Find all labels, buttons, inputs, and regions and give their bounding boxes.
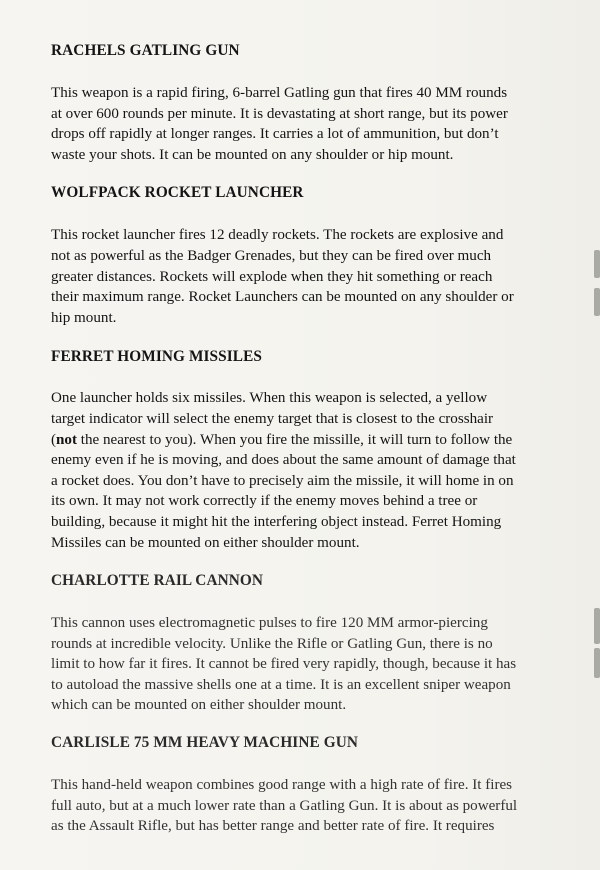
body-line: limit to how far it fires. It cannot be fired very rapidly, though, because it has (51, 656, 517, 673)
section-heading: WOLFPACK ROCKET LAUNCHER (51, 184, 304, 202)
section-heading: CARLISLE 75 MM HEAVY MACHINE GUN (51, 734, 359, 752)
section-body (51, 83, 576, 165)
body-line: as the Assault Rifle, but has better range and better rate of fire. It requires (51, 818, 495, 835)
body-line: This cannon uses electromagnetic pulses to fire 120 MM armor-piercing (51, 615, 488, 632)
section-heading: RACHELS GATLING GUN (51, 42, 240, 59)
body-line: full auto, but at a much lower rate than a Gatling Gun. It is about as powerful (51, 797, 518, 814)
body-line: their maximum range. Rocket Launchers can be mounted on any shoulder or (51, 289, 514, 306)
section-heading: FERRET HOMING MISSILES (51, 348, 263, 366)
body-line: greater distances. Rockets will explode when they hit something or reach (51, 268, 493, 285)
body-line: hip mount. (51, 309, 117, 326)
body-line: its own. It may not work correctly if the enemy moves behind a tree or (51, 493, 478, 510)
bleed-through-mark (594, 608, 600, 644)
body-line: building, because it might hit the interfering object instead. Ferret Homing (51, 513, 502, 530)
bleed-through-mark (594, 250, 600, 278)
body-line: rounds at incredible velocity. Unlike the Rifle or Gatling Gun, there is no (51, 635, 493, 652)
body-line: This hand-held weapon combines good range with a high rate of fire. It fires (51, 777, 513, 794)
section-heading: CHARLOTTE RAIL CANNON (51, 572, 264, 590)
body-line: target indicator will select the enemy target that is closest to the crosshair (51, 410, 494, 427)
bleed-through-mark (594, 648, 600, 678)
body-line: (not the nearest to you). When you fire the missille, it will turn to follow the (51, 431, 513, 448)
body-line: a rocket does. You don’t have to precisely aim the missile, it will home in on (51, 472, 514, 489)
body-line: drops off rapidly at longer ranges. It carries a lot of ammunition, but don’t (51, 126, 499, 143)
body-line: enemy even if he is moving, and does about the same amount of damage that (51, 452, 516, 469)
section-body (51, 225, 576, 328)
section-homing-missiles (51, 347, 581, 553)
section-body (51, 388, 576, 553)
body-line: at over 600 rounds per minute. It is devastating at short range, but its power (51, 105, 508, 122)
body-line: Missiles can be mounted on either shoulder mount. (51, 534, 360, 551)
body-line: to autoload the massive shells one at a time. It is an excellent sniper weapon (51, 676, 511, 693)
emphasis-text: not (56, 431, 77, 448)
body-line: which can be mounted on either shoulder mount. (51, 697, 347, 714)
body-line: not as powerful as the Badger Grenades, but they can be fired over much (51, 247, 492, 264)
section-heavy-machine-gun (51, 733, 581, 837)
bleed-through-mark (594, 288, 600, 316)
body-line: One launcher holds six missiles. When this weapon is selected, a yellow (51, 390, 488, 407)
section-rocket-launcher (51, 183, 581, 328)
section-body (51, 613, 576, 716)
body-line: This weapon is a rapid firing, 6-barrel Gatling gun that fires 40 MM rounds (51, 85, 508, 101)
section-body (51, 775, 576, 837)
body-line: waste your shots. It can be mounted on any shoulder or hip mount. (51, 146, 454, 163)
section-rail-cannon (51, 571, 581, 716)
section-gatling-gun (51, 41, 581, 165)
page-content (51, 41, 581, 837)
body-line: This rocket launcher fires 12 deadly rockets. The rockets are explosive and (51, 227, 504, 244)
